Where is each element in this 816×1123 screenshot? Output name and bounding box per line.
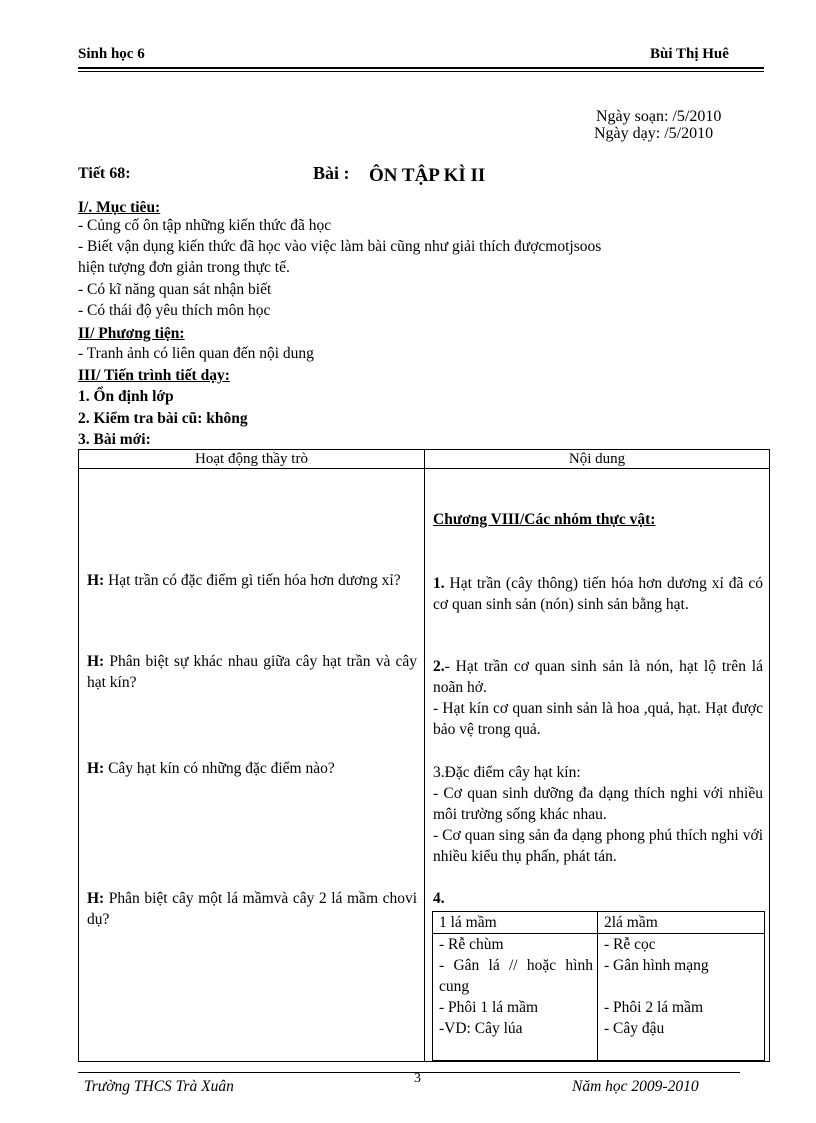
objective-item: hiện tượng đơn giản trong thực tế. xyxy=(78,259,290,276)
objective-item: - Biết vận dụng kiến thức đã học vào việc làm bài cũng như giải thích đượcmotjsoos xyxy=(78,238,602,255)
footer-rule xyxy=(78,1072,740,1073)
answer-3: 3.Đặc điểm cây hạt kín: - Cơ quan sinh dưỡng đa dạng thích nghi với nhiều môi trường sống khác nhau. - Cơ quan sing sản đa dạng phong phú thích nghi với nhiều kiểu thụ phấn, phát tán. xyxy=(433,764,763,865)
page-number: 3 xyxy=(414,1071,421,1086)
date-prepared: Ngày soạn: /5/2010 xyxy=(596,108,722,125)
comparison-table xyxy=(432,911,765,1061)
process-step: 1. Ổn định lớp xyxy=(78,388,174,405)
footer-year: Năm học 2009-2010 xyxy=(572,1078,699,1095)
objective-item: - Có thái độ yêu thích môn học xyxy=(78,302,271,319)
answer-4-number: 4. xyxy=(433,890,445,907)
process-step: 3. Bài mới: xyxy=(78,431,151,448)
process-heading: III/ Tiến trình tiết dạy: xyxy=(78,367,230,384)
column-header-activity: Hoạt động thầy trò xyxy=(79,450,425,469)
footer-school: Trường THCS Trà Xuân xyxy=(84,1078,234,1095)
lesson-title: ÔN TẬP KÌ II xyxy=(369,165,486,186)
question-1: H: Hạt trần có đặc điểm gì tiến hóa hơn dương xỉ? xyxy=(87,572,401,589)
header-subject: Sinh học 6 xyxy=(78,46,145,62)
question-4: H: Phân biệt cây một lá mầmvà cây 2 lá mầm chovi dụ? xyxy=(87,890,417,928)
lesson-label: Bài : xyxy=(313,163,350,183)
question-2: H: Phân biệt sự khác nhau giữa cây hạt trần và cây hạt kín? xyxy=(87,653,417,691)
objective-item: - Có kĩ năng quan sát nhận biết xyxy=(78,281,272,298)
monocot-traits: - Rễ chùm - Gân lá // hoặc hình cung - Phôi 1 lá mầm -VD: Cây lúa xyxy=(433,934,598,1061)
header-rule-thin xyxy=(78,71,764,72)
objectives-heading: I/. Mục tiêu: xyxy=(78,199,161,216)
date-taught: Ngày dạy: /5/2010 xyxy=(594,125,714,142)
question-3: H: Cây hạt kín có những đặc điểm nào? xyxy=(87,760,335,777)
chapter-heading: Chương VIII/Các nhóm thực vật: xyxy=(433,511,656,528)
column-header-content: Nội dung xyxy=(425,450,770,469)
content-cell xyxy=(425,469,770,1062)
header-rule xyxy=(78,67,764,69)
objective-item: - Củng cố ôn tập những kiến thức đã học xyxy=(78,217,332,234)
comparison-header-monocot: 1 lá mầm xyxy=(433,912,598,934)
materials-heading: II/ Phương tiện: xyxy=(78,325,185,342)
dicot-traits: - Rễ cọc - Gân hình mạng - Phôi 2 lá mầm - Cây đậu xyxy=(598,934,765,1061)
answer-1: 1. Hạt trần (cây thông) tiến hóa hơn dương xỉ đã có cơ quan sinh sản (nón) sinh sản bằng hạt. xyxy=(433,575,763,613)
process-step: 2. Kiểm tra bài cũ: không xyxy=(78,410,248,427)
comparison-header-dicot: 2lá mầm xyxy=(598,912,765,934)
header-author: Bùi Thị Huê xyxy=(650,46,729,62)
lesson-number: Tiết 68: xyxy=(78,165,131,182)
activity-cell xyxy=(79,469,425,1062)
lesson-table xyxy=(78,449,770,1062)
materials-item: - Tranh ảnh có liên quan đến nội dung xyxy=(78,345,314,362)
answer-2: 2.- Hạt trần cơ quan sinh sản là nón, hạt lộ trên lá noãn hở. - Hạt kín cơ quan sinh sản là hoa ,quả, hạt. Hạt được bảo vệ trong quả. xyxy=(433,658,763,738)
